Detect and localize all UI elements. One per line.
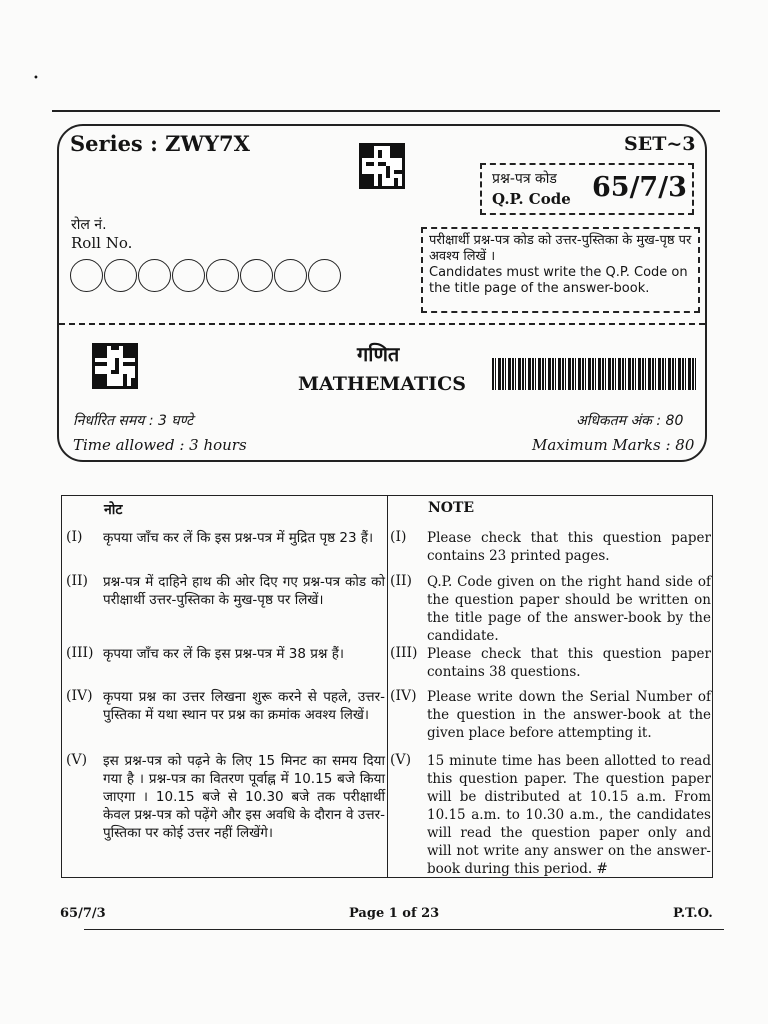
roll-no-label: Roll No. <box>71 234 133 252</box>
qr-code-icon <box>359 143 405 189</box>
note-text-hindi: प्रश्न-पत्र में दाहिने हाथ की ओर दिए गए प्रश्न-पत्र कोड को परीक्षार्थी उत्तर-पुस्तिका के मुख-पृष्ठ पर लिखें। <box>103 574 385 608</box>
roll-no-digit-box[interactable] <box>240 259 273 292</box>
roll-no-digit-box[interactable] <box>104 259 137 292</box>
roll-no-digit-box[interactable] <box>70 259 103 292</box>
set-label: SET~3 <box>624 133 696 155</box>
stray-mark: • <box>33 73 39 84</box>
note-text-hindi: कृपया जाँच कर लें कि इस प्रश्न-पत्र में मुद्रित पृष्ठ 23 हैं। <box>103 530 374 546</box>
barcode <box>492 358 698 390</box>
note-number: (II) <box>66 573 88 589</box>
pto-label: P.T.O. <box>673 906 713 921</box>
note-number: (I) <box>66 529 83 545</box>
top-rule <box>52 110 720 112</box>
note-text: 15 minute time has been allotted to read this question paper. The question paper will be distributed at 10.15 a.m. From 10.15 a.m. to 10.30 a.m., the candidates will read the question paper only and will not write any answer on the answer-book during this period. # <box>427 753 711 877</box>
instruction-hindi: परीक्षार्थी प्रश्न-पत्र कोड को उत्तर-पुस्तिका के मुख-पृष्ठ पर अवश्य लिखें । <box>429 233 692 264</box>
roll-no-digit-box[interactable] <box>308 259 341 292</box>
time-allowed: Time allowed : 3 hours <box>73 436 247 454</box>
qp-code-label-hindi: प्रश्न-पत्र कोड <box>492 171 557 187</box>
note-text-hindi: इस प्रश्न-पत्र को पढ़ने के लिए 15 मिनट का समय दिया गया है । प्रश्न-पत्र का वितरण पूर्वाह्न में 10.15 बजे किया जाएगा । 10.15 बजे से 10.30 बजे तक परीक्षार्थी केवल प्रश्न-पत्र को पढ़ेंगे और इस अवधि के दौरान वे उत्तर-पुस्तिका पर कोई उत्तर नहीं लिखेंगे। <box>103 753 385 841</box>
note-text: Please write down the Serial Number of the question in the answer-book at the given place before attempting it. <box>427 689 711 741</box>
footer-qp-code: 65/7/3 <box>60 906 106 921</box>
qp-code-label: Q.P. Code <box>492 190 571 208</box>
roll-no-boxes <box>70 259 341 292</box>
note-text: Please check that this question paper contains 38 questions. <box>427 646 711 680</box>
note-number: (IV) <box>66 688 93 704</box>
subject-title-hindi: गणित <box>357 342 400 366</box>
note-number: (I) <box>390 529 407 545</box>
roll-no-digit-box[interactable] <box>172 259 205 292</box>
note-number: (III) <box>66 645 94 661</box>
qp-code-instruction-box <box>421 227 700 313</box>
note-number: (V) <box>390 752 412 768</box>
column-divider <box>387 496 388 877</box>
note-number: (V) <box>66 752 88 768</box>
roll-no-digit-box[interactable] <box>138 259 171 292</box>
note-text: Q.P. Code given on the right hand side of the question paper should be written on the title page of the answer-book by the candidate. <box>427 574 711 644</box>
note-text: Please check that this question paper contains 23 printed pages. <box>427 530 711 564</box>
roll-no-digit-box[interactable] <box>274 259 307 292</box>
note-heading-hindi: नोट <box>104 502 123 518</box>
qp-code-value: 65/7/3 <box>592 172 687 203</box>
subject-title: MATHEMATICS <box>298 373 466 395</box>
note-number: (IV) <box>390 688 417 704</box>
note-number: (III) <box>390 645 418 661</box>
note-text-hindi: कृपया जाँच कर लें कि इस प्रश्न-पत्र में 38 प्रश्न हैं। <box>103 646 345 662</box>
bottom-rule <box>84 929 724 930</box>
note-number: (II) <box>390 573 412 589</box>
series-label: Series : ZWY7X <box>70 131 250 156</box>
max-marks: Maximum Marks : 80 <box>532 436 695 454</box>
max-marks-hindi: अधिकतम अंक : 80 <box>576 413 684 429</box>
time-allowed-hindi: निर्धारित समय : 3 घण्टे <box>73 413 194 429</box>
instruction-english: Candidates must write the Q.P. Code on the title page of the answer-book. <box>429 265 688 296</box>
roll-no-digit-box[interactable] <box>206 259 239 292</box>
page-number: Page 1 of 23 <box>349 906 440 921</box>
note-text-hindi: कृपया प्रश्न का उत्तर लिखना शुरू करने से पहले, उत्तर-पुस्तिका में यथा स्थान पर प्रश्न का क्रमांक अवश्य लिखें। <box>103 689 385 723</box>
note-heading: NOTE <box>428 500 475 516</box>
dashed-separator <box>59 323 705 325</box>
roll-no-label-hindi: रोल नं. <box>71 217 107 233</box>
qr-code-icon <box>92 343 138 389</box>
